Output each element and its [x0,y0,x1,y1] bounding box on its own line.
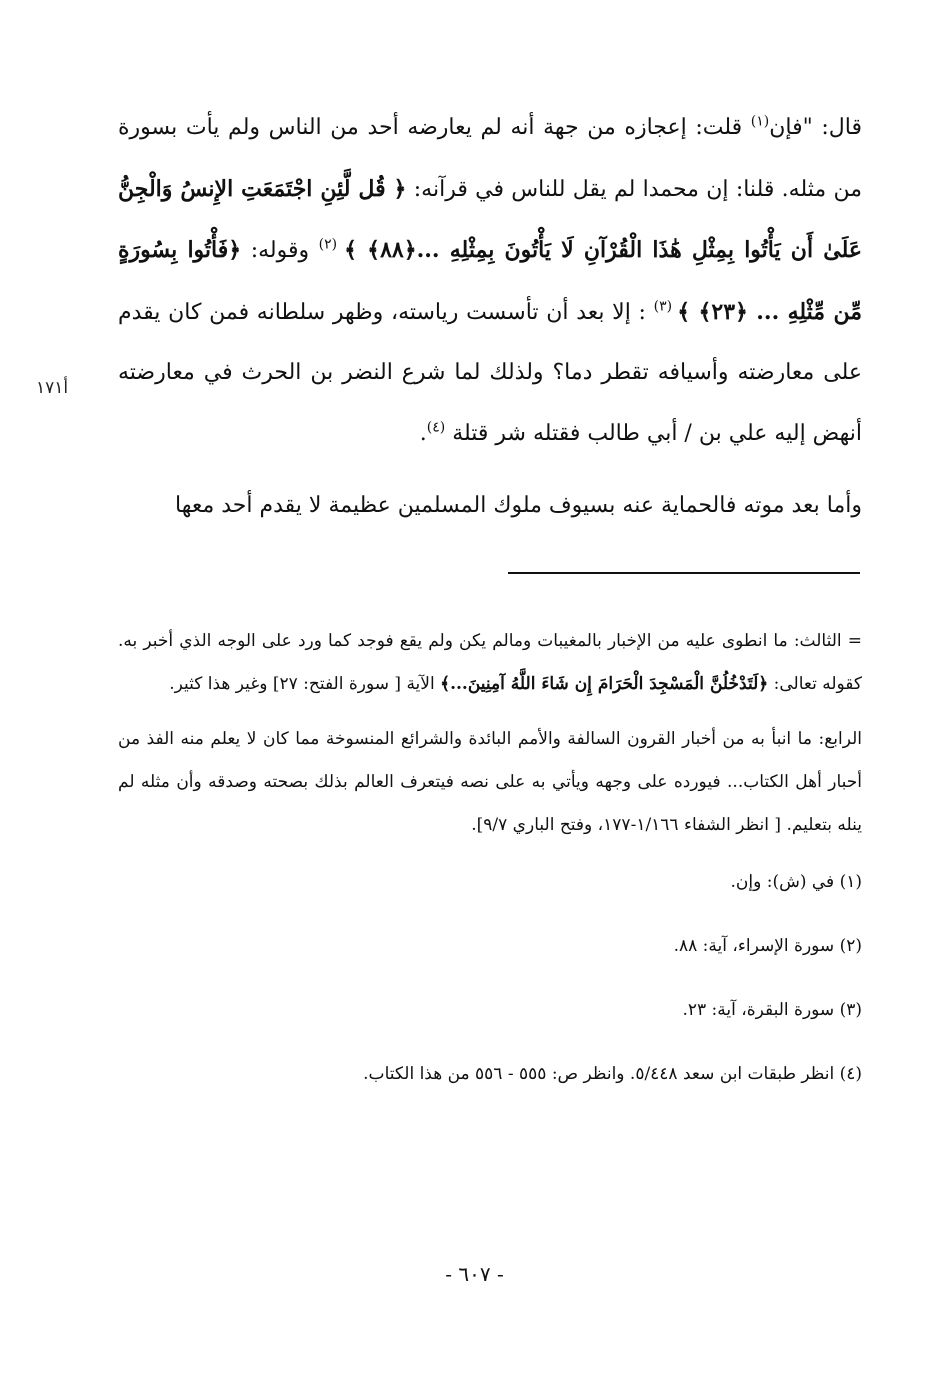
text-segment: الآية [ سورة الفتح: ٢٧] وغير هذا كثير. [169,674,441,694]
quran-verse: ﴿ قُل لَّئِنِ اجْتَمَعَتِ الإِنسُ وَالْجِنُّ عَلَىٰ أَن يَأْتُوا بِمِثْلِ هَٰذَا الْقُرْآنِ لَا يَأْتُونَ بِمِثْلِهِ ...﴿٨٨﴾ ﴾ [118,175,863,263]
quran-verse: ﴿لَتَدْخُلُنَّ الْمَسْجِدَ الْحَرَامَ إِن شَاءَ اللَّهُ آمِنِينَ...﴾ [440,674,769,694]
text-segment: . [419,420,427,446]
footnote-continuation-paragraph [118,718,862,847]
quran-verse: ﴿فَأْتُوا بِسُورَةٍ مِّن مِّثْلِهِ ... ﴿٢٣﴾ ﴾ [118,237,862,325]
text-segment: = الثالث: ما انطوى عليه من الإخبار بالمغيبات ومالم يكن ولم يقع فوجد كما ورد على الوجه الذي أخبر به. كقوله تعالى: [118,631,862,694]
main-paragraph [118,98,862,464]
footnote-item: (١) في (ش): وإن. [730,872,862,892]
text-segment: قال: "فإن [769,115,863,140]
footnote-item: (٢) سورة الإسراء، آية: ٨٨. [673,936,862,956]
footnotes [118,620,862,1096]
main-paragraph [118,476,862,537]
footnote-item: (٣) سورة البقرة، آية: ٢٣. [682,1000,862,1020]
footnote-item: (٤) انظر طبقات ابن سعد ٥/٤٤٨. وانظر ص: ٥٥٥ - ٥٥٦ من هذا الكتاب. [363,1064,862,1084]
text-segment: الرابع: ما انبأ به من أخبار القرون السالفة والأمم البائدة والشرائع المنسوخة مما كان لا يعلم منه الفذ من أحبار أهل الكتاب... فيورده على وجهه ويأتي به على نصه فيتعرف العالم بذلك بصحته وصدقه وأن مثله لم ينله بتعليم. [ انظر الشفاء ١/١٦٦-١٧٧، وفتح الباري ٩/٧]. [118,729,862,835]
footnote-separator [508,572,860,574]
margin-folio-note: أ١٧١ [36,378,69,398]
footnote-marker: (٣) [653,298,678,315]
footnote-continuation-paragraph [118,620,862,706]
text-segment: قلت: إعجازه من جهة أنه لم يعارضه أحد من الناس ولم يأت بسورة من مثله. قلنا: إن محمدا لم يقل للناس في قرآنه: [118,115,862,202]
page-number: - ٦٠٧ - [445,1262,504,1286]
text-segment: وأما بعد موته فالحماية عنه بسيوف ملوك المسلمين عظيمة لا يقدم أحد معها [175,493,862,518]
footnote-marker: (٤) [426,419,446,436]
footnote-marker: (٢) [318,236,345,253]
footnote-marker: (١) [750,113,770,130]
text-segment: : إلا بعد أن تأسست رياسته، وظهر سلطانه فمن كان يقدم على معارضته وأسيافه تقطر دما؟ ولذلك لما شرع النضر بن الحرث في معارضته أنهض إليه علي بن / أبي طالب فقتله شر قتلة [118,299,862,446]
main-text [118,98,862,537]
text-segment: وقوله: [241,238,319,263]
